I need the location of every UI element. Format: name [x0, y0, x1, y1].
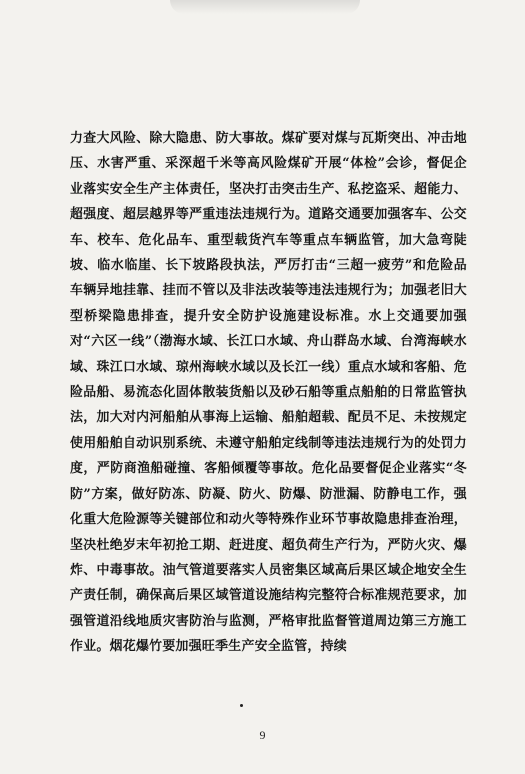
scan-smudge [170, 0, 360, 14]
body-paragraph: 力查大风险、除大隐患、防大事故。煤矿要对煤与瓦斯突出、冲击地压、水害严重、采深超千米等高风险煤矿开展“体检”会诊，督促企业落实安全生产主体责任，坚决打击突击生产、私挖盗采、超能力、超强度、超层越界等严重违法违规行为。道路交通要加强客车、公交车、校车、危化品车、重型载货汽车等重点车辆监管，加大急弯陡坡、临水临崖、长下坡路段执法，严厉打击“三超一疲劳”和危险品车辆异地挂靠、挂而不管以及非法改装等违法违规行为；加强老旧大型桥梁隐患排查，提升安全防护设施建设标准。水上交通要加强对“六区一线”（渤海水域、长江口水域、舟山群岛水域、台湾海峡水域、珠江口水域、琼州海峡水域以及长江一线）重点水域和客船、危险品船、易流态化固体散装货船以及砂石船等重点船舶的日常监管执法，加大对内河船舶从事海上运输、船舶超载、配员不足、未按规定使用船舶自动识别系统、未遵守船舶定线制等违法违规行为的处罚力度，严防商渔船碰撞、客船倾覆等事故。危化品要督促企业落实“冬防”方案，做好防冻、防凝、防火、防爆、防泄漏、防静电工作，强化重大危险源等关键部位和动火等特殊作业环节事故隐患排查治理，坚决杜绝岁末年初抢工期、赶进度、超负荷生产行为，严防火灾、爆炸、中毒事故。油气管道要落实人员密集区域高后果区域企地安全生产责任制，确保高后果区域管道设施结构完整符合标准规范要求，加强管道沿线地质灾害防治与监测，严格审批监督管道周边第三方施工作业。烟花爆竹要加强旺季生产安全监管，持续 [70, 131, 467, 655]
page-number: 9 [259, 728, 266, 742]
scan-dot [240, 704, 243, 707]
